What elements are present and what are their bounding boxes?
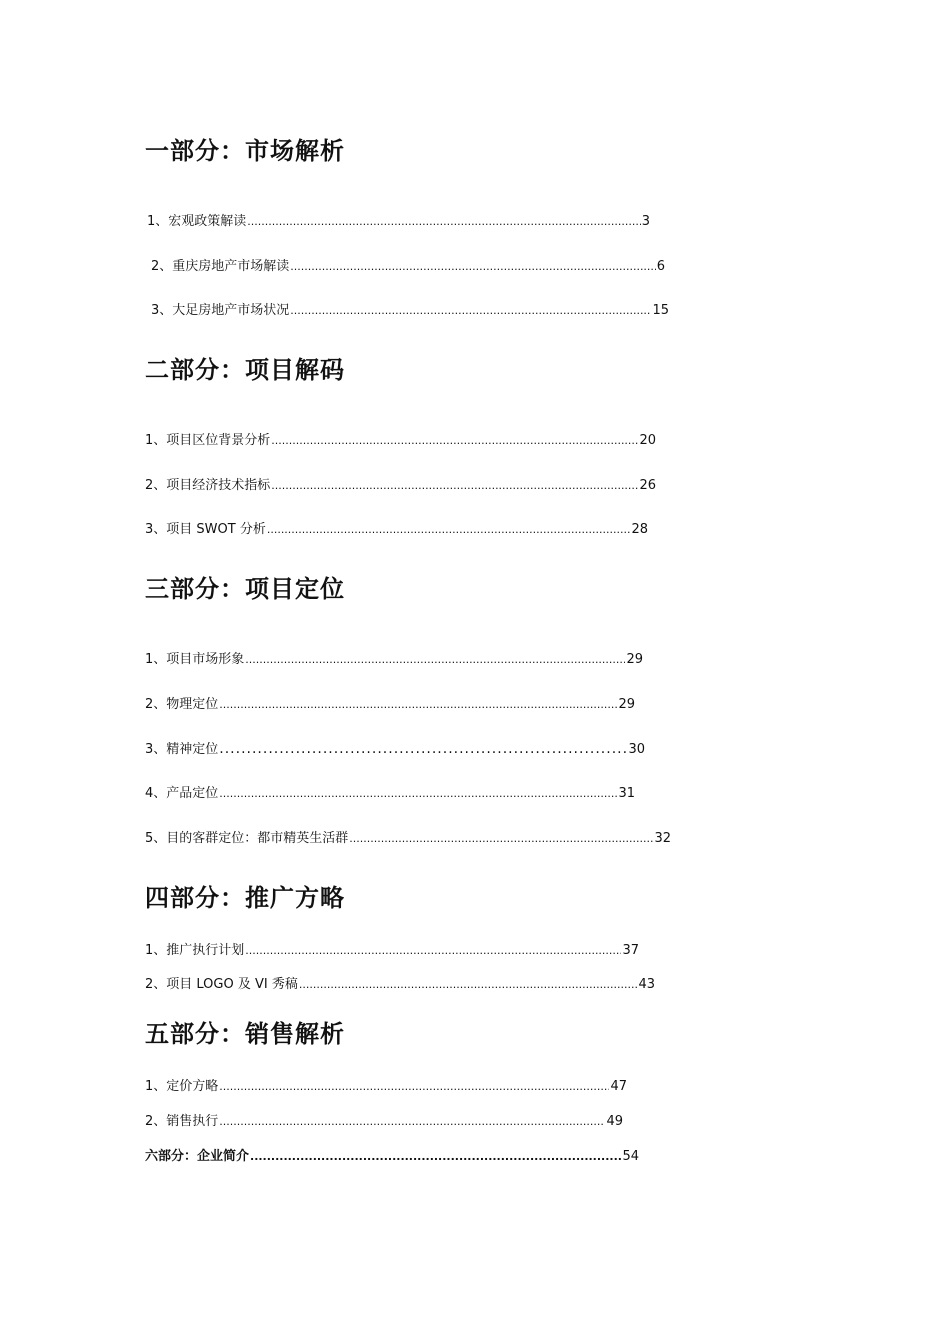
toc-entry-page: 26 — [639, 478, 656, 493]
toc-entry-label: 1、定价方略 — [145, 1079, 219, 1094]
section-heading: 一部分：市场解析 — [145, 137, 345, 165]
toc-entry-page: 43 — [638, 977, 655, 992]
dot-leader — [290, 302, 651, 320]
toc-entry-page: 31 — [618, 786, 635, 801]
toc-entry[interactable] — [145, 976, 655, 994]
toc-entry[interactable] — [145, 942, 639, 960]
dot-leader — [247, 213, 640, 231]
toc-entry-label: 1、宏观政策解读 — [147, 214, 247, 229]
toc-entry[interactable] — [145, 521, 648, 539]
toc-entry-page: 32 — [654, 831, 671, 846]
section-heading: 三部分：项目定位 — [145, 575, 345, 603]
toc-entry-page: 37 — [622, 943, 639, 958]
dot-leader — [349, 830, 653, 848]
dot-leader — [245, 942, 621, 960]
dot-leader — [219, 696, 617, 714]
dot-leader — [290, 258, 655, 276]
toc-entry[interactable] — [145, 477, 656, 495]
toc-entry-page: 20 — [639, 433, 656, 448]
toc-entry-page: 30 — [628, 742, 645, 757]
toc-entry[interactable] — [145, 1113, 623, 1131]
toc-entry-label: 1、项目区位背景分析 — [145, 433, 271, 448]
dot-leader — [245, 651, 625, 669]
toc-entry[interactable] — [145, 432, 656, 450]
toc-entry-page: 15 — [652, 303, 669, 318]
toc-entry-page: 47 — [610, 1079, 627, 1094]
toc-entry-page: 3 — [641, 214, 650, 229]
toc-entry-label: 六部分：企业简介 — [145, 1149, 250, 1164]
toc-entry[interactable] — [151, 302, 669, 320]
toc-entry-label: 2、项目 LOGO 及 VI 秀稿 — [145, 977, 298, 992]
toc-entry[interactable] — [145, 740, 645, 759]
toc-entry-label: 2、销售执行 — [145, 1114, 219, 1129]
toc-entry-label: 3、项目 SWOT 分析 — [145, 522, 266, 537]
toc-entry-label: 1、推广执行计划 — [145, 943, 245, 958]
toc-entry-label: 4、产品定位 — [145, 786, 219, 801]
toc-entry[interactable] — [145, 1078, 627, 1096]
toc-entry-label: 2、物理定位 — [145, 697, 219, 712]
toc-entry-label: 1、项目市场形象 — [145, 652, 245, 667]
toc-entry-page: 49 — [606, 1114, 623, 1129]
toc-entry-label: 3、大足房地产市场状况 — [151, 303, 290, 318]
dot-leader — [267, 521, 631, 539]
toc-entry[interactable] — [145, 830, 671, 848]
toc-entry-page: 6 — [656, 259, 665, 274]
dot-leader — [299, 976, 638, 994]
toc-entry-page: 29 — [618, 697, 635, 712]
toc-entry[interactable] — [145, 696, 635, 714]
dot-leader — [219, 785, 617, 803]
toc-entry-label: 2、项目经济技术指标 — [145, 478, 271, 493]
toc-entry-company-intro[interactable] — [145, 1148, 639, 1166]
toc-entry-label: 2、重庆房地产市场解读 — [151, 259, 290, 274]
dot-leader — [271, 477, 638, 495]
dot-leader — [219, 740, 627, 758]
section-heading: 二部分：项目解码 — [145, 356, 345, 384]
toc-entry[interactable] — [145, 651, 643, 669]
dot-leader — [219, 1113, 605, 1131]
toc-entry[interactable] — [151, 258, 665, 276]
section-heading: 四部分：推广方略 — [145, 884, 345, 912]
toc-entry-label: 3、精神定位 — [145, 742, 219, 757]
toc-entry-page: 28 — [631, 522, 648, 537]
toc-entry-page: 54 — [622, 1149, 639, 1164]
section-heading: 五部分：销售解析 — [145, 1020, 345, 1048]
toc-entry[interactable] — [147, 213, 650, 231]
toc-entry-page: 29 — [626, 652, 643, 667]
dot-leader — [219, 1078, 609, 1096]
toc-entry-label: 5、目的客群定位：都市精英生活群 — [145, 831, 349, 846]
dot-leader — [250, 1148, 621, 1166]
dot-leader — [271, 432, 638, 450]
toc-entry[interactable] — [145, 785, 635, 803]
